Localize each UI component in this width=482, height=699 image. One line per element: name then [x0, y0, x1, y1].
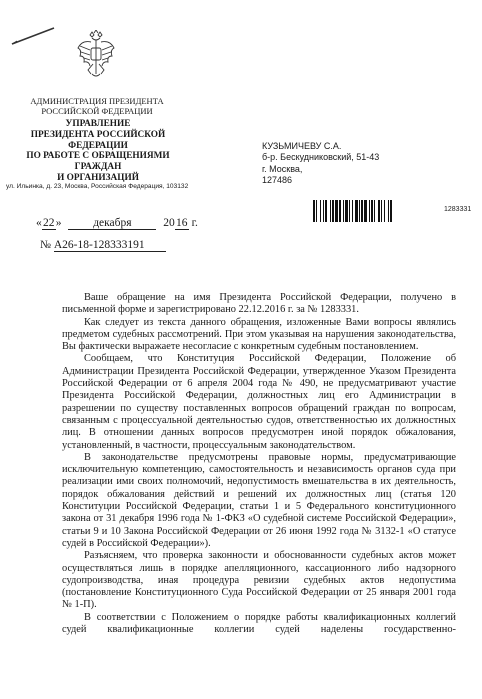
- paragraph: В законодательстве предусмотрены правовые нормы, предусматривающие исключительную компетенцию, самостоятельность и независимость органов суда при реализации ими своих полномочий, недопустимость вмешательства в их деятельность, порядок обжалования действий и решений их должностных лиц (статья 120 Конституции Российской Федерации, статьи 1 и 5 Федерального конституционного закона от 31 декабря 1996 года № 1-ФКЗ «О судебной системе Российской Федерации», статьи 9 и 10 Закона Российской Федерации от 26 июня 1992 года № 3132-1 «О статусе судей в Российской Федерации»).: [62, 451, 456, 549]
- barcode-bar: [378, 200, 380, 222]
- barcode-bar: [369, 200, 370, 222]
- barcode-bar: [330, 200, 331, 222]
- department-address: ул. Ильинка, д. 23, Москва, Российская Федерация, 103132: [6, 183, 189, 190]
- recipient-postcode: 127486: [262, 174, 293, 185]
- barcode-bar: [381, 200, 382, 222]
- barcode-bar: [361, 200, 363, 222]
- barcode-bar: [390, 200, 392, 222]
- date-day: 22: [43, 217, 55, 229]
- paragraph: Ваше обращение на имя Президента Российской Федерации, получено в письменной форме и зарегистрировано 22.12.2016 г. за № 1283331.: [62, 292, 456, 316]
- date-open-quote: «: [36, 217, 42, 229]
- barcode-bar: [320, 200, 321, 222]
- paragraph: Сообщаем, что Конституция Российской Федерации, Положение об Администрации Президента Российской Федерации, утвержденное Указом Президента Российской Федерации от 6 апреля 2004 года № 490, не предусматривают участие Президента Российской Федерации, должностных лиц его Администрации в разрешении по существу поставленных вопросов обращений граждан по вопросам, связанным с процессуальной деятельностью судов, ответственностью их должностных лиц. В отношении данных вопросов предусмотрен иной порядок обжалования, установленный, в частности, процессуальным законодательством.: [62, 353, 456, 451]
- org-line-2: РОССИЙСКОЙ ФЕДЕРАЦИИ: [41, 105, 153, 116]
- barcode-bar: [352, 200, 353, 222]
- reference-number-sign: №: [40, 239, 51, 251]
- date-close-quote: »: [55, 217, 62, 229]
- paragraph: В соответствии с Положением о порядке работы квалификационных коллегий судей квалификационные коллегии судей наделены государственно-: [62, 611, 456, 636]
- barcode-bar: [374, 200, 375, 222]
- date-year-suffix: 16: [176, 217, 188, 229]
- paragraph: Разъясняем, что проверка законности и обоснованности судебных актов может осуществляться лишь в порядке апелляционного, кассационного либо надзорного судопроизводства, иная процедура ревизии судебных актов недопустима (постановление Конституционного Суда Российской Федерации от 25 января 2001 года № 1-П).: [62, 550, 456, 611]
- department-name: [8, 119, 188, 184]
- barcode-bar: [355, 200, 358, 222]
- date-year-unit: г.: [191, 217, 198, 229]
- dept-line-4: И ОРГАНИЗАЦИЙ: [57, 172, 139, 183]
- dept-line-2: ПРЕЗИДЕНТА РОССИЙСКОЙ ФЕДЕРАЦИИ: [30, 129, 166, 151]
- org-line-1: АДМИНИСТРАЦИЯ ПРЕЗИДЕНТА: [30, 96, 164, 106]
- barcode-bar: [343, 200, 344, 222]
- date-year-prefix: 20: [163, 217, 175, 229]
- barcode-bar: [371, 200, 373, 222]
- recipient-street: б-р. Бескудниковский, 51-43: [262, 152, 380, 163]
- dept-line-3: ПО РАБОТЕ С ОБРАЩЕНИЯМИ ГРАЖДАН: [26, 151, 170, 173]
- paragraph: Как следует из текста данного обращения, изложенные Вами вопросы являлись предметом судебных рассмотрений. При этом указывая на нарушения законодательства, Вы фактически выражаете несогласие с конкретным судебным постановлением.: [62, 316, 456, 353]
- date-month: декабря: [68, 217, 156, 230]
- barcode-bar: [364, 200, 367, 222]
- barcode-bar: [339, 200, 341, 222]
- barcode-bar: [345, 200, 348, 222]
- barcode-bar: [323, 200, 324, 222]
- barcode: [313, 200, 441, 222]
- barcode-bar: [384, 200, 385, 222]
- date-line: [36, 217, 198, 230]
- barcode-bar: [316, 200, 317, 222]
- barcode-bar: [349, 200, 350, 222]
- dept-line-1: УПРАВЛЕНИЕ: [65, 119, 131, 129]
- letter-body: [62, 292, 456, 636]
- recipient-city: г. Москва,: [262, 163, 303, 174]
- barcode-bar: [335, 200, 338, 222]
- reference-number: А26-18-128333191: [54, 239, 166, 252]
- barcode-bar: [325, 200, 327, 222]
- recipient-name: КУЗЬМИЧЕВУ С.А.: [262, 141, 342, 151]
- org-name: [22, 97, 172, 116]
- barcode-number: 1283331: [444, 206, 472, 213]
- barcode-bar: [388, 200, 389, 222]
- barcode-bar: [332, 200, 334, 222]
- reference-line: [40, 239, 166, 252]
- pen-mark: [10, 24, 56, 48]
- barcode-bar: [313, 200, 315, 222]
- recipient-block: [262, 141, 462, 186]
- coat-of-arms-emblem: [76, 30, 116, 80]
- barcode-bar: [359, 200, 360, 222]
